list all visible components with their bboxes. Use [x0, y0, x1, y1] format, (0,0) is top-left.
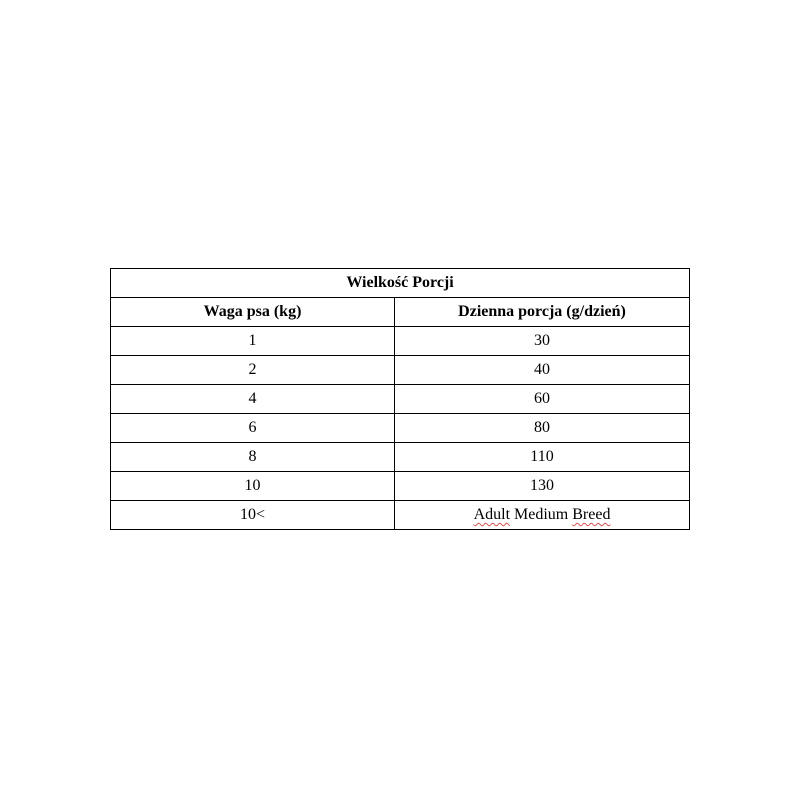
- table-row: [111, 472, 690, 501]
- cell-dog-weight: 10: [111, 472, 395, 501]
- cell-daily-portion: 80: [395, 414, 690, 443]
- table-row: [111, 414, 690, 443]
- cell-daily-portion-text: [395, 501, 690, 530]
- table-row: [111, 327, 690, 356]
- table-header-row: [111, 298, 690, 327]
- table-row: [111, 385, 690, 414]
- word-adult: Adult: [473, 506, 511, 523]
- cell-dog-weight: 8: [111, 443, 395, 472]
- header-daily-portion: Dzienna porcja (g/dzień): [395, 298, 690, 327]
- cell-daily-portion: 40: [395, 356, 690, 385]
- table-row: [111, 356, 690, 385]
- cell-dog-weight: 10<: [111, 501, 395, 530]
- cell-daily-portion: 60: [395, 385, 690, 414]
- cell-daily-portion: 30: [395, 327, 690, 356]
- word-medium: Medium: [514, 506, 569, 523]
- table-row: [111, 443, 690, 472]
- cell-dog-weight: 2: [111, 356, 395, 385]
- word-breed: Breed: [572, 506, 611, 523]
- table-title: Wielkość Porcji: [111, 269, 690, 298]
- cell-dog-weight: 6: [111, 414, 395, 443]
- table-row-last: [111, 501, 690, 530]
- header-dog-weight: Waga psa (kg): [111, 298, 395, 327]
- cell-dog-weight: 1: [111, 327, 395, 356]
- cell-daily-portion: 110: [395, 443, 690, 472]
- cell-daily-portion: 130: [395, 472, 690, 501]
- table-title-row: [111, 269, 690, 298]
- portion-size-table: [110, 268, 690, 530]
- cell-dog-weight: 4: [111, 385, 395, 414]
